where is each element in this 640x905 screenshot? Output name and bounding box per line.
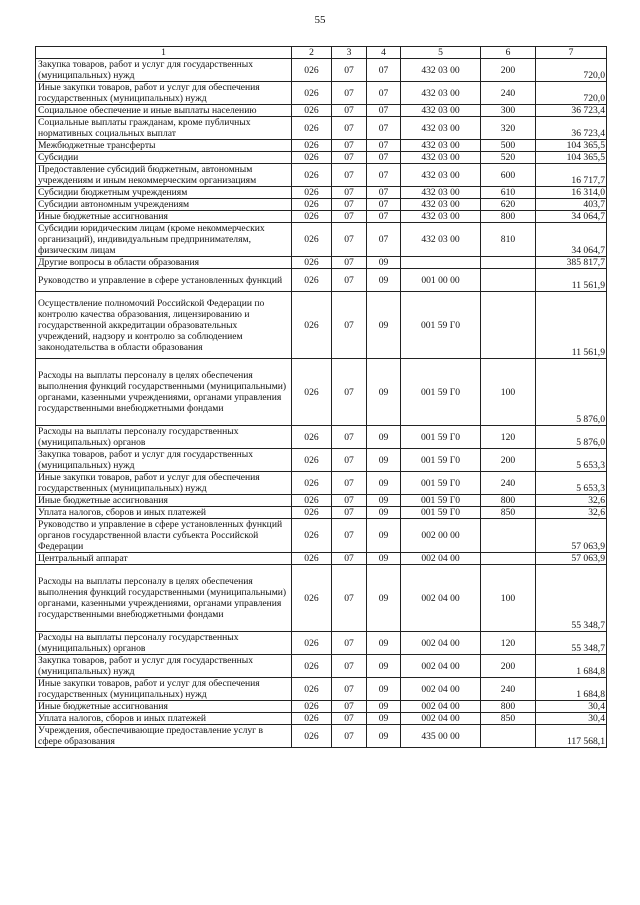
row-section-code: 07 [332, 632, 367, 655]
row-section-code: 07 [332, 426, 367, 449]
row-section-code: 07 [332, 553, 367, 565]
row-name: Закупка товаров, работ и услуг для государственных (муниципальных) нужд [36, 655, 292, 678]
row-amount: 117 568,1 [536, 725, 607, 748]
row-subsection-code: 09 [367, 655, 401, 678]
row-section-code: 07 [332, 725, 367, 748]
row-target-article: 002 04 00 [401, 632, 481, 655]
row-subsection-code: 07 [367, 187, 401, 199]
row-subsection-code: 07 [367, 140, 401, 152]
row-amount: 1 684,8 [536, 678, 607, 701]
budget-table [35, 46, 607, 748]
row-expense-type: 520 [481, 152, 536, 164]
column-header: 2 [292, 47, 332, 59]
row-section-code: 07 [332, 199, 367, 211]
row-expense-type: 100 [481, 565, 536, 632]
row-target-article: 002 04 00 [401, 713, 481, 725]
row-expense-type [481, 553, 536, 565]
row-amount: 55 348,7 [536, 632, 607, 655]
table-row [36, 725, 607, 748]
table-row [36, 223, 607, 257]
row-ministry-code: 026 [292, 199, 332, 211]
table-row [36, 152, 607, 164]
row-section-code: 07 [332, 211, 367, 223]
table-row [36, 655, 607, 678]
row-ministry-code: 026 [292, 187, 332, 199]
row-name: Социальное обеспечение и иные выплаты населению [36, 105, 292, 117]
table-row [36, 269, 607, 292]
row-ministry-code: 026 [292, 117, 332, 140]
row-subsection-code: 09 [367, 553, 401, 565]
row-target-article: 432 03 00 [401, 223, 481, 257]
row-target-article: 432 03 00 [401, 59, 481, 82]
row-amount: 720,0 [536, 59, 607, 82]
column-header: 3 [332, 47, 367, 59]
table-row [36, 565, 607, 632]
row-ministry-code: 026 [292, 655, 332, 678]
row-amount: 16 314,0 [536, 187, 607, 199]
row-ministry-code: 026 [292, 519, 332, 553]
row-section-code: 07 [332, 701, 367, 713]
row-section-code: 07 [332, 519, 367, 553]
row-section-code: 07 [332, 223, 367, 257]
table-header-row [36, 47, 607, 59]
row-section-code: 07 [332, 472, 367, 495]
row-expense-type: 850 [481, 507, 536, 519]
column-header: 5 [401, 47, 481, 59]
table-row [36, 495, 607, 507]
row-target-article: 432 03 00 [401, 164, 481, 187]
row-ministry-code: 026 [292, 211, 332, 223]
table-row [36, 82, 607, 105]
row-target-article [401, 257, 481, 269]
row-target-article: 002 04 00 [401, 678, 481, 701]
row-section-code: 07 [332, 678, 367, 701]
row-name: Расходы на выплаты персоналу в целях обеспечения выполнения функций государственными (муниципальными) органами, казенными учреждениями, органами управления государственными внебюджетными фондами [36, 359, 292, 426]
row-ministry-code: 026 [292, 152, 332, 164]
row-target-article: 002 00 00 [401, 519, 481, 553]
table-row [36, 199, 607, 211]
row-amount: 57 063,9 [536, 519, 607, 553]
row-amount: 32,6 [536, 507, 607, 519]
row-subsection-code: 09 [367, 565, 401, 632]
row-name: Иные закупки товаров, работ и услуг для обеспечения государственных (муниципальных) нужд [36, 678, 292, 701]
row-amount: 36 723,4 [536, 117, 607, 140]
row-ministry-code: 026 [292, 678, 332, 701]
row-name: Иные бюджетные ассигнования [36, 701, 292, 713]
row-section-code: 07 [332, 117, 367, 140]
row-name: Расходы на выплаты персоналу государственных (муниципальных) органов [36, 632, 292, 655]
row-target-article: 001 59 Г0 [401, 449, 481, 472]
row-name: Уплата налогов, сборов и иных платежей [36, 507, 292, 519]
row-amount: 403,7 [536, 199, 607, 211]
row-ministry-code: 026 [292, 59, 332, 82]
row-amount: 34 064,7 [536, 211, 607, 223]
row-target-article: 432 03 00 [401, 140, 481, 152]
row-target-article: 432 03 00 [401, 105, 481, 117]
row-name: Иные закупки товаров, работ и услуг для обеспечения государственных (муниципальных) нужд [36, 82, 292, 105]
row-ministry-code: 026 [292, 725, 332, 748]
row-name: Иные бюджетные ассигнования [36, 211, 292, 223]
row-expense-type: 800 [481, 211, 536, 223]
row-target-article: 432 03 00 [401, 82, 481, 105]
row-expense-type: 120 [481, 426, 536, 449]
table-row [36, 59, 607, 82]
row-ministry-code: 026 [292, 223, 332, 257]
row-expense-type: 200 [481, 59, 536, 82]
row-section-code: 07 [332, 152, 367, 164]
row-amount: 5 653,3 [536, 472, 607, 495]
row-subsection-code: 09 [367, 507, 401, 519]
row-section-code: 07 [332, 359, 367, 426]
row-expense-type: 120 [481, 632, 536, 655]
row-section-code: 07 [332, 565, 367, 632]
row-target-article: 432 03 00 [401, 152, 481, 164]
row-target-article: 001 59 Г0 [401, 359, 481, 426]
row-section-code: 07 [332, 140, 367, 152]
row-subsection-code: 07 [367, 152, 401, 164]
row-amount: 104 365,5 [536, 140, 607, 152]
row-name: Иные закупки товаров, работ и услуг для обеспечения государственных (муниципальных) нужд [36, 472, 292, 495]
row-target-article: 432 03 00 [401, 187, 481, 199]
table-row [36, 292, 607, 359]
row-ministry-code: 026 [292, 292, 332, 359]
row-expense-type: 200 [481, 449, 536, 472]
row-subsection-code: 09 [367, 426, 401, 449]
row-section-code: 07 [332, 59, 367, 82]
table-row [36, 678, 607, 701]
row-name: Уплата налогов, сборов и иных платежей [36, 713, 292, 725]
row-expense-type [481, 292, 536, 359]
table-row [36, 359, 607, 426]
table-row [36, 105, 607, 117]
row-amount: 30,4 [536, 713, 607, 725]
row-name: Руководство и управление в сфере установленных функций органов государственной власти субъекта Российской Федерации [36, 519, 292, 553]
row-section-code: 07 [332, 257, 367, 269]
row-subsection-code: 09 [367, 269, 401, 292]
row-name: Расходы на выплаты персоналу в целях обеспечения выполнения функций государственными (муниципальными) органами, казенными учреждениями, органами управления государственными внебюджетными фондами [36, 565, 292, 632]
row-amount: 5 876,0 [536, 426, 607, 449]
row-subsection-code: 09 [367, 359, 401, 426]
row-section-code: 07 [332, 507, 367, 519]
row-expense-type: 500 [481, 140, 536, 152]
row-expense-type: 850 [481, 713, 536, 725]
row-target-article: 432 03 00 [401, 211, 481, 223]
row-amount: 57 063,9 [536, 553, 607, 565]
row-amount: 30,4 [536, 701, 607, 713]
row-target-article: 001 59 Г0 [401, 426, 481, 449]
row-expense-type [481, 257, 536, 269]
row-ministry-code: 026 [292, 565, 332, 632]
row-section-code: 07 [332, 292, 367, 359]
row-amount: 11 561,9 [536, 269, 607, 292]
row-ministry-code: 026 [292, 701, 332, 713]
row-name: Руководство и управление в сфере установленных функций [36, 269, 292, 292]
row-expense-type: 240 [481, 472, 536, 495]
row-section-code: 07 [332, 655, 367, 678]
table-row [36, 164, 607, 187]
row-amount: 36 723,4 [536, 105, 607, 117]
row-ministry-code: 026 [292, 495, 332, 507]
row-amount: 5 876,0 [536, 359, 607, 426]
row-amount: 32,6 [536, 495, 607, 507]
row-subsection-code: 09 [367, 449, 401, 472]
row-section-code: 07 [332, 495, 367, 507]
page-number: 55 [314, 14, 326, 26]
row-amount: 104 365,5 [536, 152, 607, 164]
table-row [36, 449, 607, 472]
row-name: Центральный аппарат [36, 553, 292, 565]
table-row [36, 472, 607, 495]
row-expense-type: 620 [481, 199, 536, 211]
row-name: Субсидии юридическим лицам (кроме некоммерческих организаций), индивидуальным предпринимателям, физическим лицам [36, 223, 292, 257]
row-target-article: 001 00 00 [401, 269, 481, 292]
row-expense-type [481, 269, 536, 292]
column-header: 7 [536, 47, 607, 59]
table-row [36, 117, 607, 140]
row-subsection-code: 09 [367, 701, 401, 713]
row-name: Социальные выплаты гражданам, кроме публичных нормативных социальных выплат [36, 117, 292, 140]
row-target-article: 432 03 00 [401, 117, 481, 140]
table-row [36, 632, 607, 655]
row-expense-type: 320 [481, 117, 536, 140]
row-target-article: 002 04 00 [401, 565, 481, 632]
row-subsection-code: 07 [367, 199, 401, 211]
row-expense-type: 100 [481, 359, 536, 426]
row-expense-type: 240 [481, 82, 536, 105]
row-section-code: 07 [332, 449, 367, 472]
table-row [36, 553, 607, 565]
row-expense-type: 240 [481, 678, 536, 701]
row-subsection-code: 09 [367, 257, 401, 269]
row-name: Осуществление полномочий Российской Федерации по контролю качества образования, лицензированию и государственной аккредитации образовательных учреждений, надзору и контролю за соблюдением законодательства в области образования [36, 292, 292, 359]
row-name: Закупка товаров, работ и услуг для государственных (муниципальных) нужд [36, 449, 292, 472]
row-ministry-code: 026 [292, 553, 332, 565]
row-target-article: 432 03 00 [401, 199, 481, 211]
row-name: Закупка товаров, работ и услуг для государственных (муниципальных) нужд [36, 59, 292, 82]
table-row [36, 187, 607, 199]
row-subsection-code: 07 [367, 164, 401, 187]
row-expense-type: 300 [481, 105, 536, 117]
row-subsection-code: 07 [367, 117, 401, 140]
row-expense-type: 200 [481, 655, 536, 678]
row-target-article: 002 04 00 [401, 655, 481, 678]
row-subsection-code: 07 [367, 59, 401, 82]
row-ministry-code: 026 [292, 632, 332, 655]
row-name: Субсидии [36, 152, 292, 164]
row-name: Учреждения, обеспечивающие предоставление услуг в сфере образования [36, 725, 292, 748]
row-ministry-code: 026 [292, 426, 332, 449]
row-ministry-code: 026 [292, 164, 332, 187]
row-ministry-code: 026 [292, 359, 332, 426]
row-expense-type: 810 [481, 223, 536, 257]
row-expense-type [481, 725, 536, 748]
row-ministry-code: 026 [292, 713, 332, 725]
row-name: Межбюджетные трансферты [36, 140, 292, 152]
row-ministry-code: 026 [292, 105, 332, 117]
row-name: Другие вопросы в области образования [36, 257, 292, 269]
column-header: 4 [367, 47, 401, 59]
row-ministry-code: 026 [292, 507, 332, 519]
row-subsection-code: 07 [367, 211, 401, 223]
row-section-code: 07 [332, 82, 367, 105]
row-name: Субсидии бюджетным учреждениям [36, 187, 292, 199]
table-row [36, 140, 607, 152]
row-ministry-code: 026 [292, 257, 332, 269]
row-amount: 55 348,7 [536, 565, 607, 632]
row-expense-type: 800 [481, 701, 536, 713]
row-target-article: 001 59 Г0 [401, 292, 481, 359]
row-expense-type: 800 [481, 495, 536, 507]
table-row [36, 507, 607, 519]
row-amount: 720,0 [536, 82, 607, 105]
row-target-article: 001 59 Г0 [401, 507, 481, 519]
row-subsection-code: 07 [367, 223, 401, 257]
row-section-code: 07 [332, 164, 367, 187]
row-name: Расходы на выплаты персоналу государственных (муниципальных) органов [36, 426, 292, 449]
row-target-article: 001 59 Г0 [401, 472, 481, 495]
row-subsection-code: 09 [367, 472, 401, 495]
row-ministry-code: 026 [292, 82, 332, 105]
column-header: 1 [36, 47, 292, 59]
table-row [36, 426, 607, 449]
row-name: Субсидии автономным учреждениям [36, 199, 292, 211]
row-section-code: 07 [332, 713, 367, 725]
table-row [36, 713, 607, 725]
row-target-article: 002 04 00 [401, 553, 481, 565]
row-section-code: 07 [332, 187, 367, 199]
row-subsection-code: 07 [367, 82, 401, 105]
row-amount: 1 684,8 [536, 655, 607, 678]
row-name: Предоставление субсидий бюджетным, автономным учреждениям и иным некоммерческим организациям [36, 164, 292, 187]
row-amount: 16 717,7 [536, 164, 607, 187]
row-name: Иные бюджетные ассигнования [36, 495, 292, 507]
row-expense-type [481, 519, 536, 553]
row-section-code: 07 [332, 105, 367, 117]
table-row [36, 211, 607, 223]
row-ministry-code: 026 [292, 140, 332, 152]
row-subsection-code: 07 [367, 105, 401, 117]
table-row [36, 519, 607, 553]
row-subsection-code: 09 [367, 519, 401, 553]
row-subsection-code: 09 [367, 292, 401, 359]
row-ministry-code: 026 [292, 449, 332, 472]
row-expense-type: 610 [481, 187, 536, 199]
row-target-article: 435 00 00 [401, 725, 481, 748]
row-amount: 385 817,7 [536, 257, 607, 269]
row-amount: 34 064,7 [536, 223, 607, 257]
row-amount: 5 653,3 [536, 449, 607, 472]
column-header: 6 [481, 47, 536, 59]
row-subsection-code: 09 [367, 678, 401, 701]
row-subsection-code: 09 [367, 725, 401, 748]
row-subsection-code: 09 [367, 632, 401, 655]
row-section-code: 07 [332, 269, 367, 292]
row-target-article: 001 59 Г0 [401, 495, 481, 507]
row-subsection-code: 09 [367, 495, 401, 507]
row-ministry-code: 026 [292, 472, 332, 495]
row-amount: 11 561,9 [536, 292, 607, 359]
table-row [36, 701, 607, 713]
row-subsection-code: 09 [367, 713, 401, 725]
table-row [36, 257, 607, 269]
row-target-article: 002 04 00 [401, 701, 481, 713]
row-expense-type: 600 [481, 164, 536, 187]
row-ministry-code: 026 [292, 269, 332, 292]
